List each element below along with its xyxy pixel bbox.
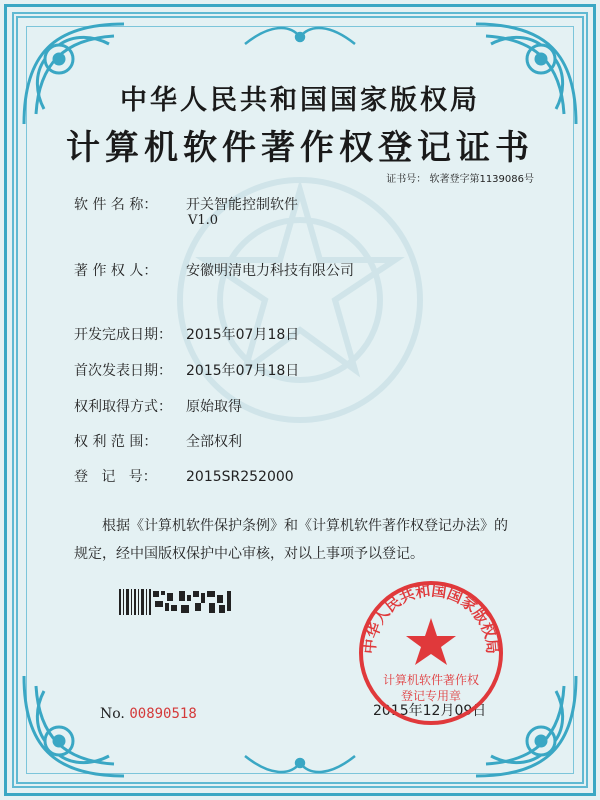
- field-software-name: [74, 194, 298, 228]
- field-value: 2015SR252000: [186, 469, 294, 485]
- issue-date: 2015年12月09日: [373, 703, 487, 719]
- statement-line-1: 根据《计算机软件保护条例》和《计算机软件著作权登记办法》的: [102, 518, 508, 534]
- seal-line-2: 登记专用章: [400, 689, 462, 703]
- serial-value: 00890518: [129, 706, 197, 722]
- field-label: 权 利 范 围：: [74, 434, 158, 450]
- seal-line-1: 计算机软件著作权: [382, 673, 480, 687]
- field-copyright-owner: [74, 260, 354, 280]
- field-label: 开发完成日期：: [74, 327, 172, 343]
- field-value: 安徽明清电力科技有限公司: [186, 263, 354, 279]
- bottom-ornament-icon: [240, 750, 360, 776]
- field-publish-date: [74, 360, 299, 380]
- field-value: 2015年07月18日: [186, 327, 300, 343]
- field-label: 首次发表日期：: [74, 363, 172, 379]
- field-label: 权利取得方式：: [74, 399, 172, 415]
- field-value: 2015年07月18日: [186, 363, 300, 379]
- field-label: 登 记 号：: [74, 469, 157, 485]
- certificate-number: 证书号： 软著登字第1139086号: [386, 174, 534, 185]
- corner-ornament-icon: [14, 666, 134, 786]
- statement-line-2: 规定，经中国版权保护中心审核，对以上事项予以登记。: [74, 546, 424, 562]
- issuer-title: 中华人民共和国国家版权局: [120, 85, 480, 116]
- certificate-title: 计算机软件著作权登记证书: [66, 128, 534, 168]
- statement-paragraph: [74, 512, 544, 568]
- official-seal-icon: [356, 578, 506, 728]
- barcode-icon: [119, 589, 233, 615]
- serial-number: [100, 706, 197, 722]
- field-acquisition-method: [74, 396, 242, 416]
- field-value: 原始取得: [186, 399, 242, 415]
- field-value: 开关智能控制软件: [186, 197, 298, 213]
- software-version: V1.0: [188, 213, 219, 228]
- field-label: 软 件 名 称：: [74, 197, 158, 213]
- field-registration-number: [74, 466, 294, 486]
- field-label: 著 作 权 人：: [74, 263, 158, 279]
- serial-prefix: No.: [100, 706, 125, 722]
- seal-ring-text: 中华人民共和国国家版权局: [360, 581, 502, 655]
- field-completion-date: [74, 324, 299, 344]
- field-value: 全部权利: [186, 434, 242, 450]
- top-ornament-icon: [240, 24, 360, 50]
- field-rights-scope: [74, 431, 242, 451]
